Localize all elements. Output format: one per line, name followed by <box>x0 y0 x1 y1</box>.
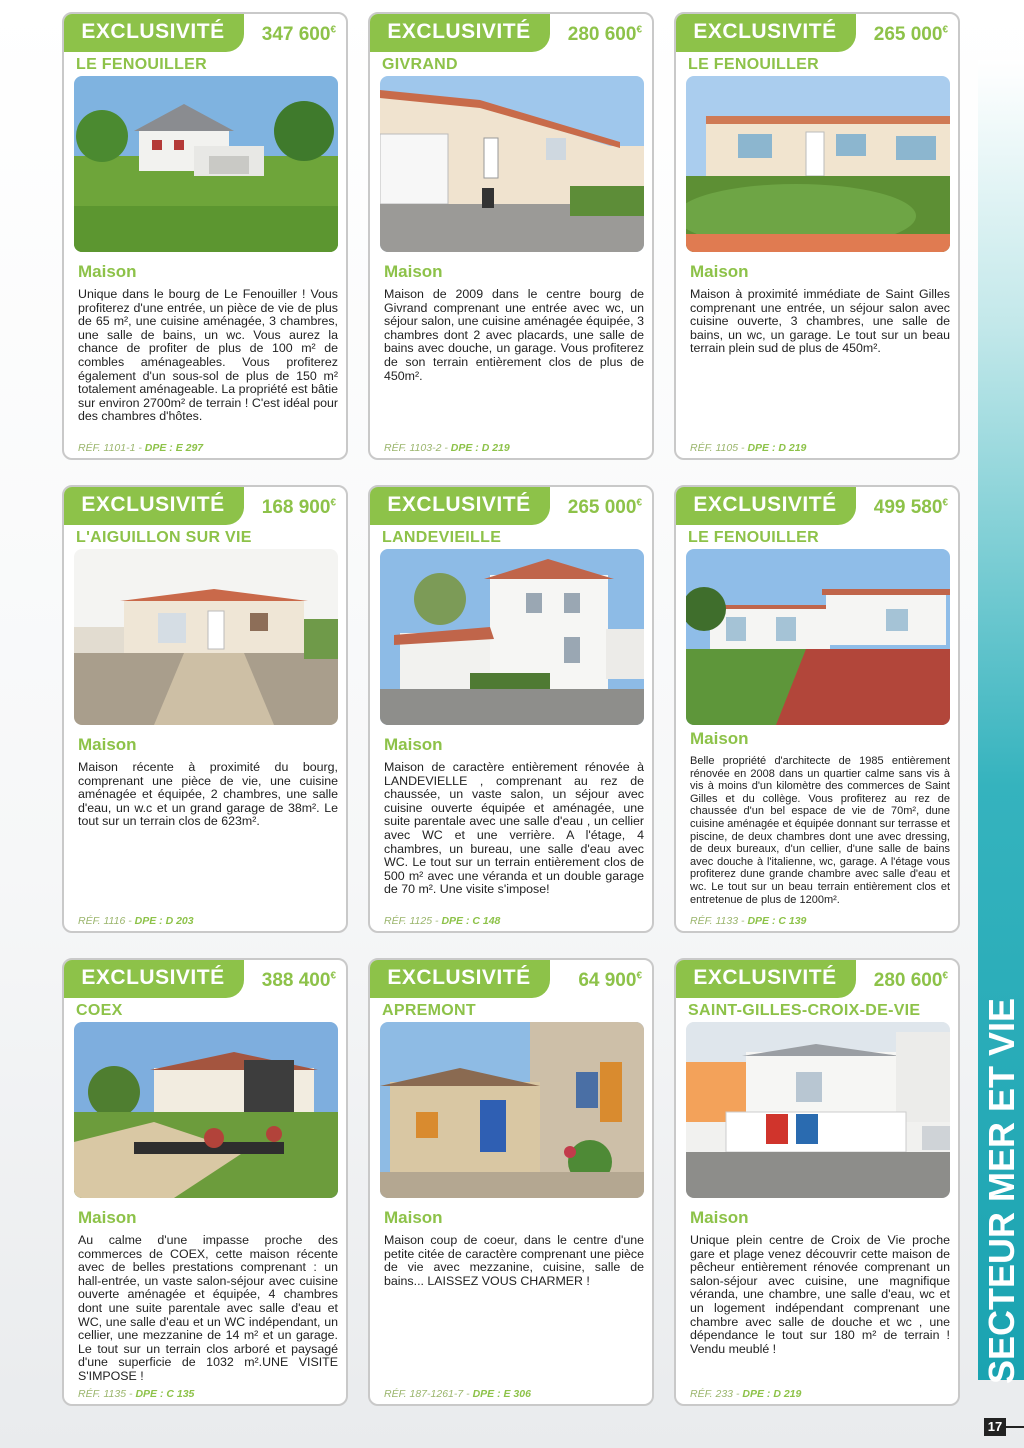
listing-ref: RÉF. 1135 - DPE : C 135 <box>78 1388 195 1400</box>
listing-photo[interactable] <box>74 1022 338 1198</box>
listing-ref: RÉF. 1103-2 - DPE : D 219 <box>384 442 510 454</box>
listing-description: Maison à proximité immédiate de Saint Gilles comprenant une entrée, un séjour salon avec cuisine ouverte, 3 chambres, une salle de bains, un wc, un garage. Le tout sur un beau terrain plein sud de plus de 450m². <box>690 287 950 356</box>
listing-photo[interactable] <box>380 549 644 725</box>
listing-ref: RÉF. 1116 - DPE : D 203 <box>78 915 194 927</box>
listing-description: Au calme d'une impasse proche des commerces de COEX, cette maison récente avec de belles prestations comprenant : un hall-entrée, un vaste salon-séjour avec cuisine ouverte aménagée et équipée, 4 chambres dont une suite parentale avec salle d'eau et WC, une salle d'eau et un WC indépendant, un cellier, une mezzanine de 14 m² et un garage. Le tout sur un terrain clos arboré et paysagé d'une superficie de 1032 m².UNE VISITE S'IMPOSE ! <box>78 1233 338 1383</box>
listing-price: 168 900€ <box>261 497 336 518</box>
listing-card[interactable] <box>674 958 960 1406</box>
listing-photo[interactable] <box>686 76 950 252</box>
listing-photo[interactable] <box>686 1022 950 1198</box>
listing-price: 265 000€ <box>873 24 948 45</box>
listing-ref: RÉF. 1133 - DPE : C 139 <box>690 915 807 927</box>
listing-price: 347 600€ <box>261 24 336 45</box>
listing-type: Maison <box>78 262 137 281</box>
listing-description: Maison coup de coeur, dans le centre d'une petite citée de caractère comprenant une pièce de vie avec mezzanine, cuisine, salle de bains... LAISSEZ VOUS CHARMER ! <box>384 1233 644 1288</box>
listing-card[interactable] <box>674 485 960 933</box>
listing-city: LE FENOUILLER <box>688 529 820 546</box>
listings-grid <box>62 12 962 1412</box>
sector-label: SECTEUR MER ET VIE <box>981 997 1022 1384</box>
listing-ref: RÉF. 233 - DPE : D 219 <box>690 1388 802 1400</box>
listing-city: LE FENOUILLER <box>76 56 208 73</box>
listing-description: Maison de 2009 dans le centre bourg de Givrand comprenant une entrée avec wc, un séjour salon, une cuisine aménagée équipée, 3 chambres dont 2 avec placards, une salle de bains avec douche, un garage. Vous profiterez de son terrain entièrement clos de plus de 450m². <box>384 287 644 383</box>
listing-type: Maison <box>78 1208 137 1227</box>
listing-price: 265 000€ <box>567 497 642 518</box>
listing-photo[interactable] <box>686 549 950 725</box>
listing-price: 64 900€ <box>578 970 642 991</box>
listing-ref: RÉF. 1125 - DPE : C 148 <box>384 915 501 927</box>
listing-card[interactable] <box>62 958 348 1406</box>
listing-type: Maison <box>690 729 749 748</box>
listing-ref: RÉF. 1105 - DPE : D 219 <box>690 442 807 454</box>
listing-description: Unique dans le bourg de Le Fenouiller ! Vous profiterez d'une entrée, un pièce de vie de plus de 65 m², une cuisine aménagée, 3 chambres, une salle de bains, un wc. Vous aurez la chance de profiter de plus de 100 m² de combles aménageables. Vous profiterez également d'un sous-sol de plus de 150 m² totalement aménageable. La propriété est bâtie sur environ 2700m² de terrain ! C'est idéal pour des chambres d'hôtes. <box>78 287 338 424</box>
listing-description: Unique plein centre de Croix de Vie proche gare et plage venez découvrir cette maison de pêcheur entièrement rénovée comprenant un salon-séjour avec cuisine, une magnifique véranda, une chambre, une salle d'eau, wc et un logement indépendant comprenant une chambre avec salle de douche et wc , une dépendance le tout sur 180 m² de terrain ! Vendu meublé ! <box>690 1233 950 1356</box>
listing-price: 280 600€ <box>567 24 642 45</box>
exclusivite-badge: EXCLUSIVITÉ <box>368 12 550 52</box>
listing-photo[interactable] <box>74 76 338 252</box>
listing-city: LE FENOUILLER <box>688 56 820 73</box>
listing-card[interactable] <box>368 12 654 460</box>
exclusivite-badge: EXCLUSIVITÉ <box>368 485 550 525</box>
listing-city: COEX <box>76 1002 123 1019</box>
listing-ref: RÉF. 187-1261-7 - DPE : E 306 <box>384 1388 531 1400</box>
listing-type: Maison <box>690 1208 749 1227</box>
listing-card[interactable] <box>674 12 960 460</box>
listing-description: Belle propriété d'architecte de 1985 entièrement rénovée en 2008 dans un quartier calme sans vis à vis à moins d'un kilomètre des commerces de Saint Gilles et du collège. Vous profiterez au rez de chaussée d'un bel espace de vie de 70m², dune cuisine aménagée et équipée donnant sur terrasse et piscine, de deux chambres dont une avec dressing, de deux bureaux, d'un cellier, d'une salle de bains avec douche à l'italienne, wc, garage. A l'étage vous profiterez dune grande chambre avec salle d'eau et wc. Le tout sur un beau terrain entièrement clos et entretenue de plus de 1200m². <box>690 755 950 906</box>
listing-type: Maison <box>690 262 749 281</box>
listing-price: 388 400€ <box>261 970 336 991</box>
listing-city: APREMONT <box>382 1002 476 1019</box>
listing-description: Maison de caractère entièrement rénovée à LANDEVIELLE , comprenant au rez de chaussée, un vaste salon, un séjour avec cuisine ouverte équipée et aménagée, une suite parentale avec une salle d'eau , un cellier avec WC et une verrière. A l'étage, 4 chambres, un bureau, une salle d'eau avec WC. Le tout sur un terrain entièrement clos de 500 m² avec une véranda et un double garage de 70 m². Une visite s'impose! <box>384 760 644 897</box>
listing-photo[interactable] <box>380 76 644 252</box>
page-number-rule <box>1006 1426 1024 1428</box>
listing-price: 499 580€ <box>873 497 948 518</box>
exclusivite-badge: EXCLUSIVITÉ <box>674 12 856 52</box>
listing-price: 280 600€ <box>873 970 948 991</box>
listing-card[interactable] <box>62 485 348 933</box>
exclusivite-badge: EXCLUSIVITÉ <box>674 958 856 998</box>
listing-type: Maison <box>384 262 443 281</box>
listing-type: Maison <box>384 735 443 754</box>
listing-city: L'AIGUILLON SUR VIE <box>76 529 252 546</box>
listing-card[interactable] <box>62 12 348 460</box>
exclusivite-badge: EXCLUSIVITÉ <box>674 485 856 525</box>
listing-ref: RÉF. 1101-1 - DPE : E 297 <box>78 442 204 454</box>
listing-city: SAINT-GILLES-CROIX-DE-VIE <box>688 1002 921 1019</box>
listing-city: LANDEVIEILLE <box>382 529 502 546</box>
listing-photo[interactable] <box>74 549 338 725</box>
exclusivite-badge: EXCLUSIVITÉ <box>62 485 244 525</box>
listing-city: GIVRAND <box>382 56 458 73</box>
listing-card[interactable] <box>368 958 654 1406</box>
listing-photo[interactable] <box>380 1022 644 1198</box>
exclusivite-badge: EXCLUSIVITÉ <box>62 12 244 52</box>
exclusivite-badge: EXCLUSIVITÉ <box>62 958 244 998</box>
page-number: 17 <box>984 1418 1006 1436</box>
listing-description: Maison récente à proximité du bourg, comprenant une pièce de vie, une cuisine aménagée et équipée, 2 chambres, une salle d'eau, un w.c et un grand garage de 38m². Le tout sur un terrain clos de 623m². <box>78 760 338 829</box>
exclusivite-badge: EXCLUSIVITÉ <box>368 958 550 998</box>
listing-type: Maison <box>78 735 137 754</box>
listing-card[interactable] <box>368 485 654 933</box>
listing-type: Maison <box>384 1208 443 1227</box>
